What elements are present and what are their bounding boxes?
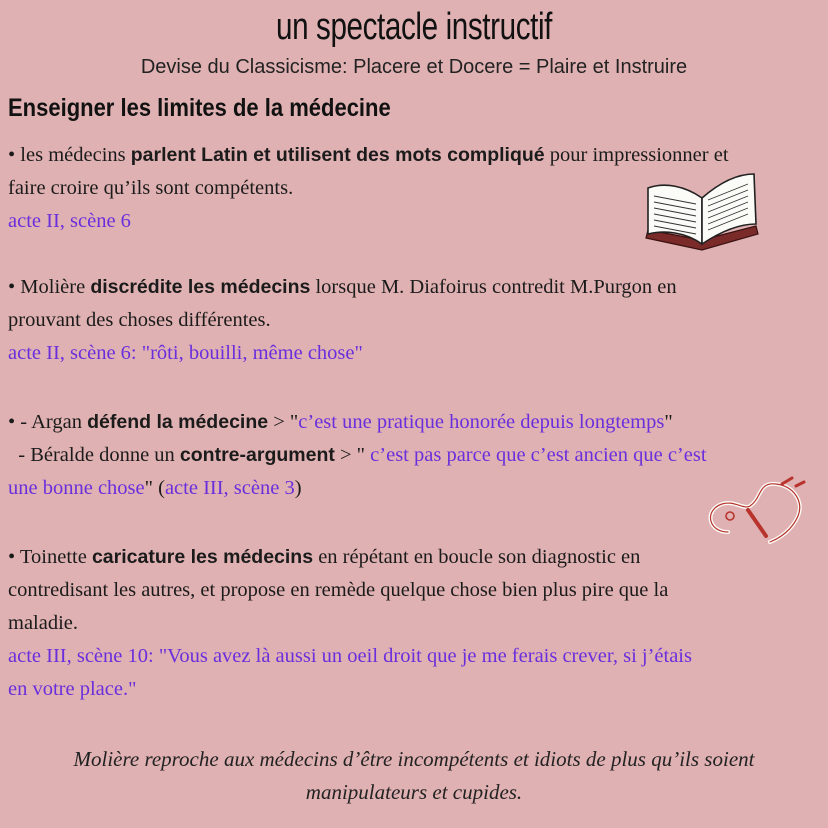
point-line — [8, 541, 820, 574]
point-discredit — [8, 271, 820, 370]
text: • Toinette — [8, 546, 92, 568]
scene-reference: acte II, scène 6: "rôti, bouilli, même chose" — [8, 342, 363, 364]
point-line: contredisant les autres, et propose en remède quelque chose bien plus pire que la — [8, 579, 669, 601]
point-line: faire croire qu’ils sont compétents. — [8, 177, 294, 199]
point-line — [8, 271, 820, 304]
conclusion — [0, 743, 828, 809]
text: " — [664, 411, 673, 433]
text: > " — [334, 444, 371, 466]
text: " ( — [144, 477, 165, 499]
emphasis-text: défend la médecine — [87, 411, 269, 433]
stethoscope-icon — [700, 476, 810, 548]
text: • les médecins — [8, 144, 131, 166]
conclusion-line: Molière reproche aux médecins d’être incompétents et idiots de plus qu’ils soient — [73, 747, 755, 771]
open-book-icon — [640, 168, 764, 252]
quote-text: c’est pas parce que c’est ancien que c’est — [370, 444, 707, 466]
point-line — [8, 472, 820, 505]
text: • - Argan — [8, 411, 88, 433]
point-line: prouvant des choses différentes. — [8, 309, 271, 331]
text: lorsque M. Diafoirus contredit M.Purgon en — [310, 276, 677, 298]
scene-reference: en votre place." — [8, 678, 137, 700]
emphasis-text: discrédite les médecins — [90, 276, 311, 298]
page-title: un spectacle instructif — [275, 6, 553, 48]
scene-reference: acte III, scène 3 — [164, 477, 295, 499]
section-heading: Enseigner les limites de la médecine — [8, 94, 391, 122]
text: > " — [268, 411, 299, 433]
point-toinette — [8, 541, 820, 706]
quote-text: une bonne chose — [8, 477, 145, 499]
page-subtitle: Devise du Classicisme: Placere et Docere = Plaire et Instruire — [140, 56, 688, 78]
emphasis-text: caricature les médecins — [91, 546, 314, 568]
text: pour impressionner et — [544, 144, 729, 166]
emphasis-text: parlent Latin et utilisent des mots compliqué — [130, 144, 545, 166]
quote-text: c’est une pratique honorée depuis longtemps — [298, 411, 665, 433]
scene-reference: acte III, scène 10: "Vous avez là aussi un oeil droit que je me ferais crever, si j’étais — [8, 645, 692, 667]
point-line: maladie. — [8, 612, 79, 634]
conclusion-line: manipulateurs et cupides. — [305, 780, 523, 804]
text: • Molière — [8, 276, 91, 298]
text: en répétant en boucle son diagnostic en — [313, 546, 641, 568]
text: ) — [294, 477, 302, 499]
emphasis-text: contre-argument — [179, 444, 335, 466]
point-line — [8, 406, 820, 439]
text: - Béralde donne un — [8, 444, 180, 466]
point-defend — [8, 406, 820, 505]
point-line — [8, 439, 820, 472]
scene-reference: acte II, scène 6 — [8, 210, 131, 232]
